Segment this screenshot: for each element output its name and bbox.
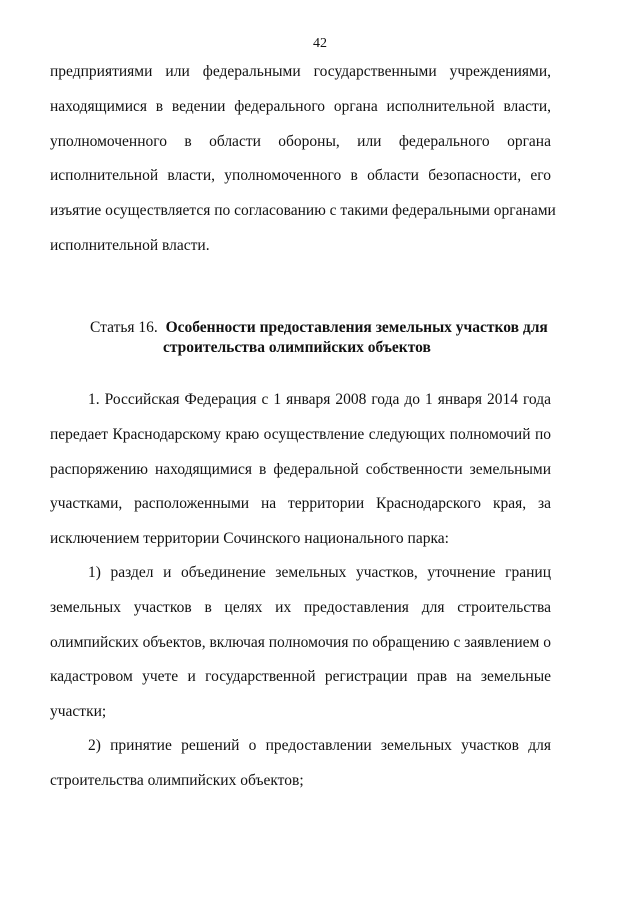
text-line: 2) принятие решений о предоставлении земельных участков для bbox=[88, 737, 551, 754]
text-line: земельных участков в целях их предоставления для строительства bbox=[50, 598, 551, 616]
article-label: Статья 16. bbox=[90, 319, 158, 336]
text-line: 1. Российская Федерация с 1 января 2008 года до 1 января 2014 года bbox=[88, 391, 551, 408]
article-heading bbox=[90, 318, 560, 358]
article-title-line1: Особенности предоставления земельных участков для bbox=[165, 319, 548, 336]
top-paragraph bbox=[50, 55, 556, 264]
text-line: передает Краснодарскому краю осуществление следующих полномочий по bbox=[50, 425, 551, 443]
text-line: исключением территории Сочинского национального парка: bbox=[50, 530, 449, 548]
text-line: исполнительной власти, уполномоченного в области безопасности, его bbox=[50, 167, 551, 185]
text-line: олимпийских объектов, включая полномочия по обращению с заявлением о bbox=[50, 633, 551, 651]
text-line: участки; bbox=[50, 703, 107, 721]
article-title-line2: строительства олимпийских объектов bbox=[163, 339, 431, 356]
text-line: изъятие осуществляется по согласованию с такими федеральными органами bbox=[50, 202, 556, 220]
list-item-2 bbox=[50, 729, 551, 799]
paragraph-1 bbox=[50, 383, 551, 557]
text-line: распоряжению находящимися в федеральной собственности земельными bbox=[50, 460, 551, 478]
text-line: строительства олимпийских объектов; bbox=[50, 771, 304, 789]
list-item-1 bbox=[50, 556, 551, 730]
page-number: 42 bbox=[313, 36, 327, 51]
text-line: кадастровом учете и государственной регистрации прав на земельные bbox=[50, 668, 551, 686]
text-line: участками, расположенными на территории Краснодарского края, за bbox=[50, 495, 551, 513]
text-line: исполнительной власти. bbox=[50, 236, 210, 254]
text-line: находящимися в ведении федерального органа исполнительной власти, bbox=[50, 97, 551, 115]
text-line: 1) раздел и объединение земельных участков, уточнение границ bbox=[88, 564, 551, 581]
text-line: предприятиями или федеральными государственными учреждениями, bbox=[50, 63, 551, 80]
text-line: уполномоченного в области обороны, или федерального органа bbox=[50, 132, 551, 150]
